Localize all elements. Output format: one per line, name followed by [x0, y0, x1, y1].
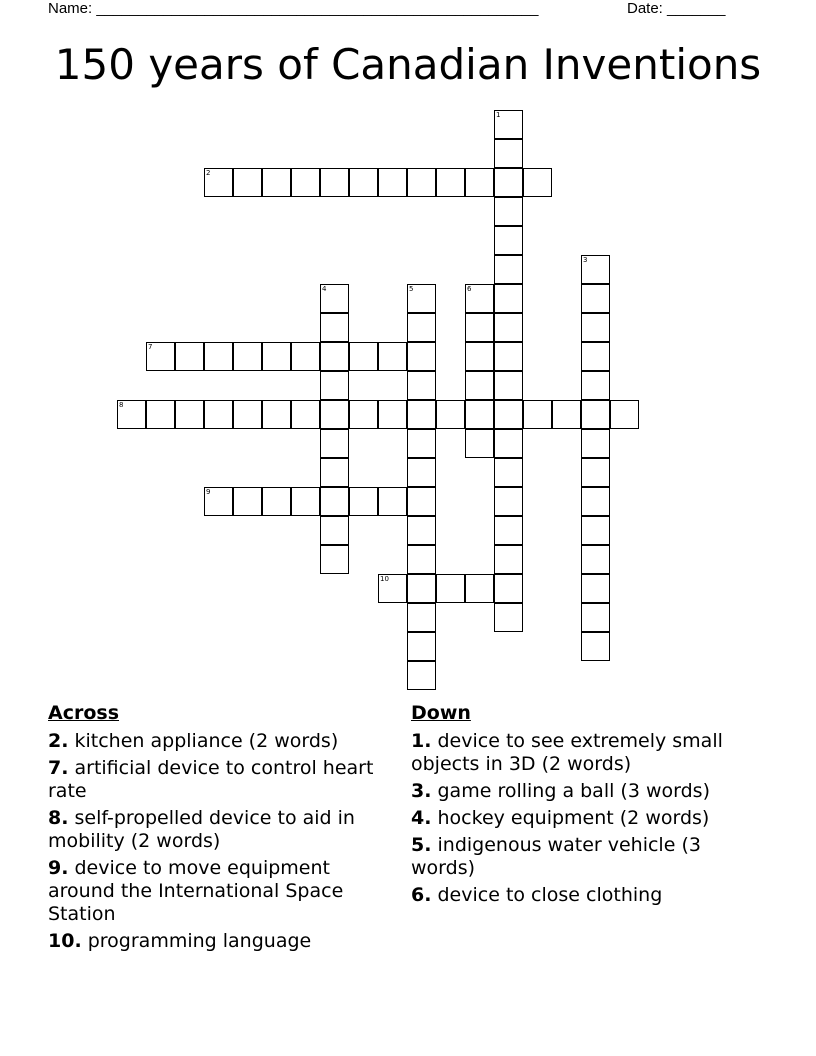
clue-number-label: 10	[380, 575, 389, 583]
grid-cell[interactable]	[262, 168, 291, 197]
clue-number-label: 1	[496, 111, 501, 119]
clue-number: 10.	[48, 930, 82, 952]
down-clue-5	[411, 834, 761, 880]
across-heading: Across	[48, 702, 120, 724]
clue-number: 5.	[411, 834, 432, 856]
grid-cell[interactable]	[494, 168, 523, 197]
grid-cell[interactable]	[407, 371, 436, 400]
grid-cell[interactable]	[465, 313, 494, 342]
clue-number: 7.	[48, 757, 69, 779]
grid-cell[interactable]	[407, 313, 436, 342]
grid-cell[interactable]	[291, 342, 320, 371]
grid-cell[interactable]	[320, 284, 349, 313]
grid-cell[interactable]	[494, 574, 523, 603]
grid-cell[interactable]	[291, 168, 320, 197]
grid-cell[interactable]	[320, 429, 349, 458]
grid-cell[interactable]	[581, 545, 610, 574]
clue-number: 2.	[48, 730, 69, 752]
grid-cell[interactable]	[465, 168, 494, 197]
across-clue-2	[48, 730, 393, 753]
grid-cell[interactable]	[465, 429, 494, 458]
date-field[interactable]: Date: _______	[627, 0, 726, 17]
page-title: 150 years of Canadian Inventions	[54, 40, 762, 89]
grid-cell[interactable]	[117, 400, 146, 429]
grid-cell[interactable]	[262, 487, 291, 516]
clue-text: game rolling a ball (3 words)	[437, 780, 710, 802]
grid-cell[interactable]	[407, 516, 436, 545]
grid-cell[interactable]	[320, 342, 349, 371]
grid-cell[interactable]	[407, 284, 436, 313]
grid-cell[interactable]	[581, 429, 610, 458]
clue-number: 3.	[411, 780, 432, 802]
grid-cell[interactable]	[581, 487, 610, 516]
grid-cell[interactable]	[320, 516, 349, 545]
grid-cell[interactable]	[320, 487, 349, 516]
grid-cell[interactable]	[349, 487, 378, 516]
clue-text: kitchen appliance (2 words)	[74, 730, 339, 752]
grid-cell[interactable]	[320, 400, 349, 429]
grid-cell[interactable]	[262, 400, 291, 429]
grid-cell[interactable]	[233, 168, 262, 197]
clue-number: 1.	[411, 730, 432, 752]
grid-cell[interactable]	[494, 400, 523, 429]
name-field[interactable]: Name: _____________________________________________________	[48, 0, 539, 17]
across-clue-10	[48, 930, 393, 953]
clue-number-label: 4	[322, 285, 327, 293]
grid-cell[interactable]	[494, 516, 523, 545]
grid-cell[interactable]	[494, 342, 523, 371]
grid-cell[interactable]	[407, 458, 436, 487]
down-clues	[411, 702, 761, 911]
clue-text: artificial device to control heart rate	[48, 757, 374, 802]
clue-number: 4.	[411, 807, 432, 829]
grid-cell[interactable]	[204, 168, 233, 197]
clue-text: hockey equipment (2 words)	[437, 807, 710, 829]
grid-cell[interactable]	[523, 400, 552, 429]
down-clue-4	[411, 807, 761, 830]
grid-cell[interactable]	[378, 574, 407, 603]
grid-cell[interactable]	[407, 661, 436, 690]
clue-number-label: 9	[206, 488, 211, 496]
grid-cell[interactable]	[581, 313, 610, 342]
grid-cell[interactable]	[436, 574, 465, 603]
clue-text: self-propelled device to aid in mobility (2 words)	[48, 807, 355, 852]
clue-number-label: 8	[119, 401, 124, 409]
clue-text: device to move equipment around the International Space Station	[48, 857, 344, 925]
grid-cell[interactable]	[552, 400, 581, 429]
grid-cell[interactable]	[494, 429, 523, 458]
grid-cell[interactable]	[233, 342, 262, 371]
grid-cell[interactable]	[204, 400, 233, 429]
grid-cell[interactable]	[494, 284, 523, 313]
grid-cell[interactable]	[378, 342, 407, 371]
down-heading: Down	[411, 702, 471, 724]
grid-cell[interactable]	[465, 400, 494, 429]
grid-cell[interactable]	[581, 632, 610, 661]
clue-number-label: 5	[409, 285, 414, 293]
grid-cell[interactable]	[581, 342, 610, 371]
across-clue-8	[48, 807, 393, 853]
grid-cell[interactable]	[407, 429, 436, 458]
grid-cell[interactable]	[494, 603, 523, 632]
grid-cell[interactable]	[494, 110, 523, 139]
grid-cell[interactable]	[581, 574, 610, 603]
grid-cell[interactable]	[494, 197, 523, 226]
clue-number: 8.	[48, 807, 69, 829]
grid-cell[interactable]	[465, 371, 494, 400]
grid-cell[interactable]	[378, 168, 407, 197]
grid-cell[interactable]	[175, 342, 204, 371]
grid-cell[interactable]	[233, 400, 262, 429]
grid-cell[interactable]	[581, 516, 610, 545]
grid-cell[interactable]	[407, 400, 436, 429]
grid-cell[interactable]	[494, 226, 523, 255]
grid-cell[interactable]	[291, 487, 320, 516]
grid-cell[interactable]	[320, 168, 349, 197]
grid-cell[interactable]	[494, 458, 523, 487]
clue-text: indigenous water vehicle (3 words)	[411, 834, 701, 879]
grid-cell[interactable]	[291, 400, 320, 429]
grid-cell[interactable]	[146, 400, 175, 429]
grid-cell[interactable]	[407, 632, 436, 661]
grid-cell[interactable]	[436, 400, 465, 429]
grid-cell[interactable]	[349, 168, 378, 197]
grid-cell[interactable]	[494, 139, 523, 168]
grid-cell[interactable]	[407, 545, 436, 574]
grid-cell[interactable]	[436, 168, 465, 197]
grid-cell[interactable]	[175, 400, 204, 429]
grid-cell[interactable]	[494, 313, 523, 342]
grid-cell[interactable]	[407, 603, 436, 632]
grid-cell[interactable]	[320, 545, 349, 574]
grid-cell[interactable]	[494, 255, 523, 284]
grid-cell[interactable]	[494, 487, 523, 516]
down-clue-1	[411, 730, 761, 776]
across-clue-7	[48, 757, 393, 803]
across-clue-9	[48, 857, 393, 926]
grid-cell[interactable]	[262, 342, 291, 371]
grid-cell[interactable]	[581, 255, 610, 284]
grid-cell[interactable]	[581, 603, 610, 632]
clue-number-label: 2	[206, 169, 211, 177]
across-clues	[48, 702, 393, 957]
grid-cell[interactable]	[407, 574, 436, 603]
grid-cell[interactable]	[407, 487, 436, 516]
grid-cell[interactable]	[233, 487, 262, 516]
clue-number: 9.	[48, 857, 69, 879]
grid-cell[interactable]	[465, 574, 494, 603]
grid-cell[interactable]	[523, 168, 552, 197]
grid-cell[interactable]	[581, 458, 610, 487]
grid-cell[interactable]	[349, 400, 378, 429]
grid-cell[interactable]	[378, 400, 407, 429]
clue-text: device to close clothing	[437, 884, 663, 906]
grid-cell[interactable]	[465, 342, 494, 371]
grid-cell[interactable]	[320, 371, 349, 400]
grid-cell[interactable]	[407, 168, 436, 197]
down-clue-3	[411, 780, 761, 803]
grid-cell[interactable]	[349, 342, 378, 371]
grid-cell[interactable]	[204, 342, 233, 371]
grid-cell[interactable]	[494, 371, 523, 400]
down-clue-6	[411, 884, 761, 907]
grid-cell[interactable]	[407, 342, 436, 371]
grid-cell[interactable]	[581, 400, 610, 429]
clue-number-label: 3	[583, 256, 588, 264]
grid-cell[interactable]	[465, 284, 494, 313]
clue-text: device to see extremely small objects in 3D (2 words)	[411, 730, 723, 775]
grid-cell[interactable]	[581, 371, 610, 400]
grid-cell[interactable]	[581, 284, 610, 313]
clue-number-label: 6	[467, 285, 472, 293]
grid-cell[interactable]	[320, 458, 349, 487]
grid-cell[interactable]	[204, 487, 233, 516]
clue-text: programming language	[87, 930, 312, 952]
clue-number-label: 7	[148, 343, 153, 351]
clue-number: 6.	[411, 884, 432, 906]
grid-cell[interactable]	[146, 342, 175, 371]
grid-cell[interactable]	[320, 313, 349, 342]
grid-cell[interactable]	[494, 545, 523, 574]
grid-cell[interactable]	[378, 487, 407, 516]
grid-cell[interactable]	[610, 400, 639, 429]
